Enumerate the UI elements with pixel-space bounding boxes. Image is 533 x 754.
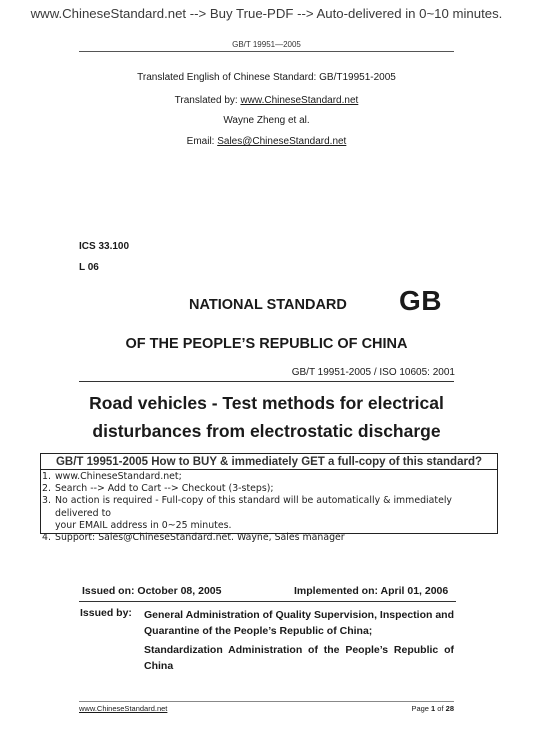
- purchase-heading: GB/T 19951-2005 How to BUY & immediately GET a full-copy of this standard?: [55, 456, 483, 468]
- email-label: Email:: [186, 136, 218, 147]
- dates-rule: [79, 601, 456, 602]
- step-text: Search --> Add to Cart --> Checkout (3-steps);: [55, 483, 274, 495]
- gb-mark: GB: [399, 285, 442, 316]
- footer-site-link[interactable]: www.ChineseStandard.net: [79, 704, 168, 713]
- purchase-step: [42, 532, 497, 544]
- step-number: 3.: [42, 495, 51, 507]
- page-number: [411, 704, 454, 713]
- standard-number: GB/T 19951-2005 / ISO 10605: 2001: [291, 367, 455, 378]
- standard-rule: [79, 381, 454, 382]
- header-rule: [79, 51, 454, 52]
- page-current: 1: [431, 704, 436, 713]
- purchase-heading-rule: [41, 469, 497, 470]
- issued-date: Issued on: October 08, 2005: [82, 585, 222, 597]
- step-text: No action is required - Full-copy of this standard will be automatically & immediately delivered to: [55, 495, 452, 519]
- issued-by-label: Issued by:: [80, 607, 132, 619]
- step-text-continued: your EMAIL address in 0~25 minutes.: [55, 519, 232, 531]
- title-line-1: Road vehicles - Test methods for electrical: [89, 393, 444, 413]
- purchase-step: [42, 471, 497, 483]
- top-banner: www.ChineseStandard.net --> Buy True-PDF --> Auto-delivered in 0~10 minutes.: [30, 6, 503, 21]
- ics-code: ICS 33.100: [79, 241, 130, 252]
- national-standard-label: NATIONAL STANDARD: [189, 297, 347, 313]
- step-text: Support: Sales@ChineseStandard.net. Wayne, Sales manager: [55, 532, 345, 544]
- step-text[interactable]: www.ChineseStandard.net;: [55, 471, 182, 482]
- page-total: 28: [445, 704, 454, 713]
- purchase-info-box: [40, 453, 498, 544]
- page-separator: of: [435, 704, 446, 713]
- title-line-2: disturbances from electrostatic discharge: [92, 421, 441, 441]
- contact-email: [0, 136, 533, 147]
- translation-source: Translated English of Chinese Standard: GB/T19951-2005: [137, 72, 396, 83]
- republic-label: OF THE PEOPLE’S REPUBLIC OF CHINA: [125, 336, 408, 352]
- issuer-org-2: Standardization Administration of the People’s Republic of China: [144, 644, 454, 672]
- step-number: 2.: [42, 483, 51, 495]
- footer-rule: [79, 701, 454, 702]
- step-number: 4.: [42, 532, 51, 544]
- header-standard-code: GB/T 19951—2005: [232, 40, 301, 49]
- translated-by: [0, 95, 533, 106]
- purchase-step: [42, 495, 497, 532]
- email-link[interactable]: Sales@ChineseStandard.net: [217, 136, 347, 147]
- issuer-org-1: General Administration of Quality Supervision, Inspection and Quarantine of the People’s Republic of China;: [144, 609, 454, 637]
- step-number: 1.: [42, 471, 51, 482]
- page-label: Page: [411, 704, 432, 713]
- implemented-date: Implemented on: April 01, 2006: [294, 585, 449, 597]
- translated-by-label: Translated by:: [174, 95, 241, 106]
- ccs-code: L 06: [79, 262, 99, 273]
- purchase-step: [42, 483, 497, 495]
- purchase-steps: [42, 471, 497, 544]
- translator-site-link[interactable]: www.ChineseStandard.net: [240, 95, 359, 106]
- translator-name: Wayne Zheng et al.: [223, 115, 310, 126]
